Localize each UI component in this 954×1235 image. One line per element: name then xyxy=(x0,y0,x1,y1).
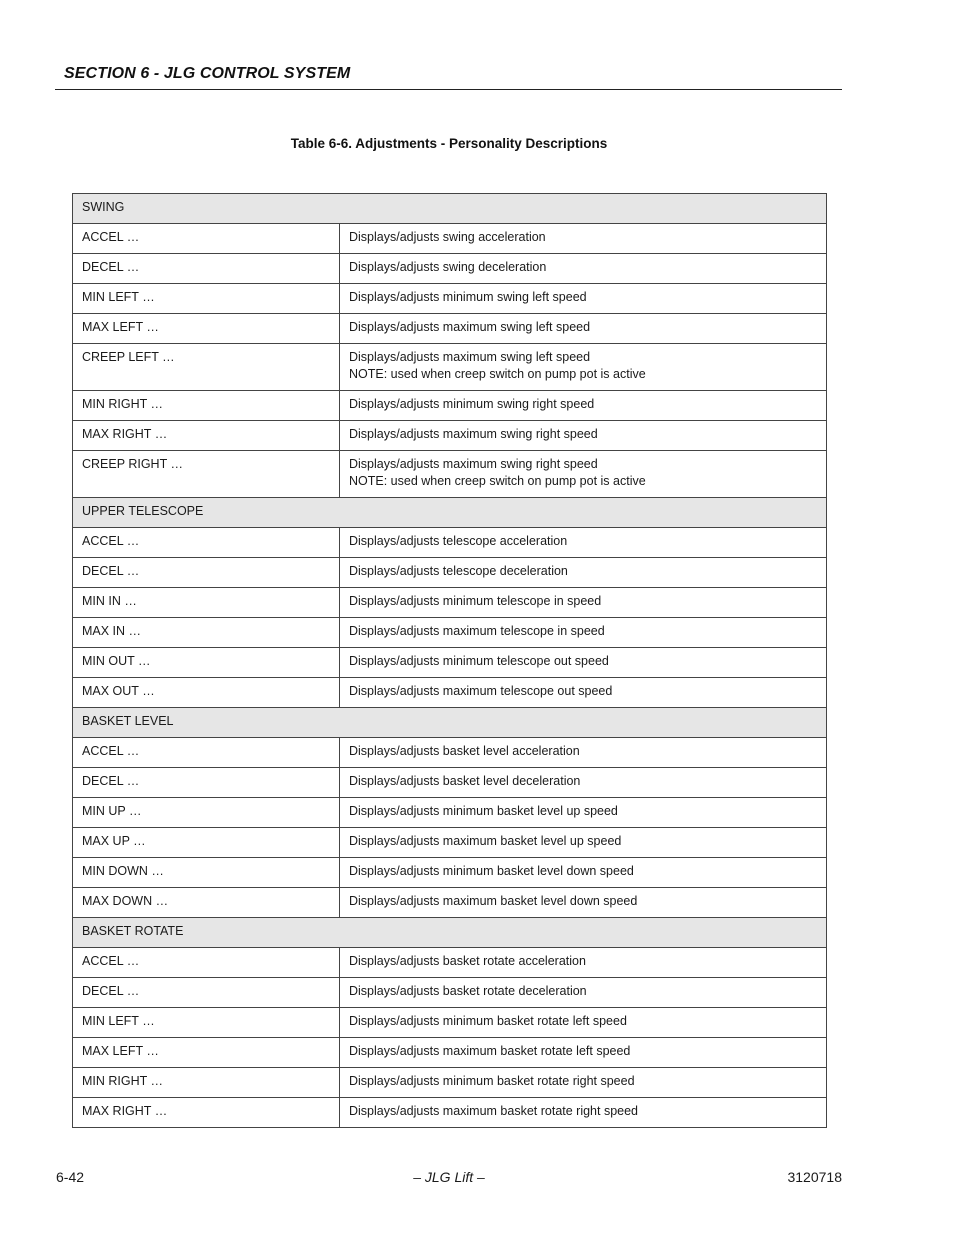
parameter-name: MAX LEFT … xyxy=(73,314,340,344)
table-row xyxy=(73,254,827,284)
parameter-description xyxy=(340,314,827,344)
table-row xyxy=(73,858,827,888)
table-row xyxy=(73,828,827,858)
section-row xyxy=(73,498,827,528)
description-note: NOTE: used when creep switch on pump pot is active xyxy=(349,474,646,488)
table-row xyxy=(73,1008,827,1038)
header-rule xyxy=(55,89,842,90)
description-text: Displays/adjusts maximum basket level up speed xyxy=(349,834,622,848)
page-number: 6-42 xyxy=(56,1169,85,1185)
parameter-description xyxy=(340,648,827,678)
table-row xyxy=(73,1098,827,1128)
table-title: Table 6-6. Adjustments - Personality Descriptions xyxy=(290,136,608,151)
table-row xyxy=(73,224,827,254)
table-row xyxy=(73,558,827,588)
table-row xyxy=(73,451,827,498)
parameter-name: ACCEL … xyxy=(73,224,340,254)
description-text: Displays/adjusts maximum swing left speed xyxy=(349,350,591,364)
section-heading: BASKET ROTATE xyxy=(73,918,827,948)
description-text: Displays/adjusts telescope acceleration xyxy=(349,534,568,548)
parameter-description xyxy=(340,1098,827,1128)
parameter-name: ACCEL … xyxy=(73,738,340,768)
table-row xyxy=(73,678,827,708)
parameter-name: DECEL … xyxy=(73,558,340,588)
parameter-description xyxy=(340,798,827,828)
parameter-name: DECEL … xyxy=(73,978,340,1008)
table-row xyxy=(73,648,827,678)
section-heading: SWING xyxy=(73,194,827,224)
parameter-description xyxy=(340,828,827,858)
description-text: Displays/adjusts telescope deceleration xyxy=(349,564,568,578)
table-row xyxy=(73,798,827,828)
parameter-name: ACCEL … xyxy=(73,528,340,558)
description-text: Displays/adjusts maximum basket rotate right speed xyxy=(349,1104,639,1118)
parameter-name: CREEP RIGHT … xyxy=(73,451,340,498)
description-text: Displays/adjusts maximum swing right speed xyxy=(349,457,598,471)
table-row xyxy=(73,314,827,344)
section-heading: UPPER TELESCOPE xyxy=(73,498,827,528)
description-text: Displays/adjusts maximum basket level down speed xyxy=(349,894,638,908)
section-row xyxy=(73,194,827,224)
parameter-description xyxy=(340,978,827,1008)
parameter-name: MAX OUT … xyxy=(73,678,340,708)
parameter-name: MAX RIGHT … xyxy=(73,421,340,451)
description-text: Displays/adjusts minimum swing left speed xyxy=(349,290,587,304)
section-row xyxy=(73,708,827,738)
description-text: Displays/adjusts basket level acceleration xyxy=(349,744,580,758)
parameter-name: MIN IN … xyxy=(73,588,340,618)
parameter-name: DECEL … xyxy=(73,768,340,798)
parameter-description xyxy=(340,558,827,588)
description-text: Displays/adjusts swing deceleration xyxy=(349,260,547,274)
parameter-description xyxy=(340,738,827,768)
parameter-description xyxy=(340,284,827,314)
parameter-description xyxy=(340,224,827,254)
section-header: SECTION 6 - JLG CONTROL SYSTEM xyxy=(64,65,351,82)
parameter-name: MIN OUT … xyxy=(73,648,340,678)
description-text: Displays/adjusts swing acceleration xyxy=(349,230,546,244)
parameter-description xyxy=(340,421,827,451)
parameter-description xyxy=(340,618,827,648)
table-row xyxy=(73,888,827,918)
parameter-name: MAX UP … xyxy=(73,828,340,858)
section-row xyxy=(73,918,827,948)
table-row xyxy=(73,344,827,391)
description-text: Displays/adjusts basket level deceleration xyxy=(349,774,581,788)
table-row xyxy=(73,391,827,421)
table-row xyxy=(73,421,827,451)
parameter-name: MAX DOWN … xyxy=(73,888,340,918)
description-text: Displays/adjusts maximum swing right speed xyxy=(349,427,598,441)
parameter-name: MAX LEFT … xyxy=(73,1038,340,1068)
description-text: Displays/adjusts minimum basket level up speed xyxy=(349,804,618,818)
description-text: Displays/adjusts maximum basket rotate left speed xyxy=(349,1044,631,1058)
table-row xyxy=(73,738,827,768)
parameter-description xyxy=(340,678,827,708)
parameter-description xyxy=(340,888,827,918)
description-text: Displays/adjusts maximum telescope out speed xyxy=(349,684,613,698)
personality-descriptions-table xyxy=(72,193,827,1128)
parameter-name: MIN UP … xyxy=(73,798,340,828)
table-row xyxy=(73,978,827,1008)
description-note: NOTE: used when creep switch on pump pot is active xyxy=(349,367,646,381)
description-text: Displays/adjusts minimum basket level down speed xyxy=(349,864,634,878)
parameter-description xyxy=(340,528,827,558)
table-row xyxy=(73,588,827,618)
footer-title: – JLG Lift – xyxy=(413,1169,485,1185)
table-row xyxy=(73,1068,827,1098)
document-number: 3120718 xyxy=(787,1169,842,1185)
parameter-name: ACCEL … xyxy=(73,948,340,978)
parameter-name: MIN LEFT … xyxy=(73,284,340,314)
parameter-name: CREEP LEFT … xyxy=(73,344,340,391)
parameter-name: MIN RIGHT … xyxy=(73,1068,340,1098)
table-row xyxy=(73,618,827,648)
description-text: Displays/adjusts minimum basket rotate right speed xyxy=(349,1074,635,1088)
description-text: Displays/adjusts basket rotate acceleration xyxy=(349,954,586,968)
parameter-description xyxy=(340,1068,827,1098)
parameter-name: DECEL … xyxy=(73,254,340,284)
description-text: Displays/adjusts minimum swing right speed xyxy=(349,397,595,411)
parameter-description xyxy=(340,1038,827,1068)
parameter-description xyxy=(340,1008,827,1038)
table-row xyxy=(73,948,827,978)
parameter-description xyxy=(340,588,827,618)
parameter-name: MIN DOWN … xyxy=(73,858,340,888)
parameter-description xyxy=(340,391,827,421)
parameter-name: MAX IN … xyxy=(73,618,340,648)
description-text: Displays/adjusts minimum telescope in speed xyxy=(349,594,602,608)
parameter-description xyxy=(340,451,827,498)
description-text: Displays/adjusts maximum swing left speed xyxy=(349,320,591,334)
table-row xyxy=(73,1038,827,1068)
parameter-name: MIN RIGHT … xyxy=(73,391,340,421)
table-row xyxy=(73,528,827,558)
description-text: Displays/adjusts minimum basket rotate left speed xyxy=(349,1014,627,1028)
parameter-description xyxy=(340,768,827,798)
section-heading: BASKET LEVEL xyxy=(73,708,827,738)
parameter-name: MIN LEFT … xyxy=(73,1008,340,1038)
description-text: Displays/adjusts basket rotate deceleration xyxy=(349,984,587,998)
table-row xyxy=(73,768,827,798)
description-text: Displays/adjusts minimum telescope out speed xyxy=(349,654,609,668)
parameter-description xyxy=(340,948,827,978)
description-text: Displays/adjusts maximum telescope in speed xyxy=(349,624,605,638)
parameter-description xyxy=(340,858,827,888)
parameter-description xyxy=(340,254,827,284)
parameter-name: MAX RIGHT … xyxy=(73,1098,340,1128)
parameter-description xyxy=(340,344,827,391)
table-row xyxy=(73,284,827,314)
